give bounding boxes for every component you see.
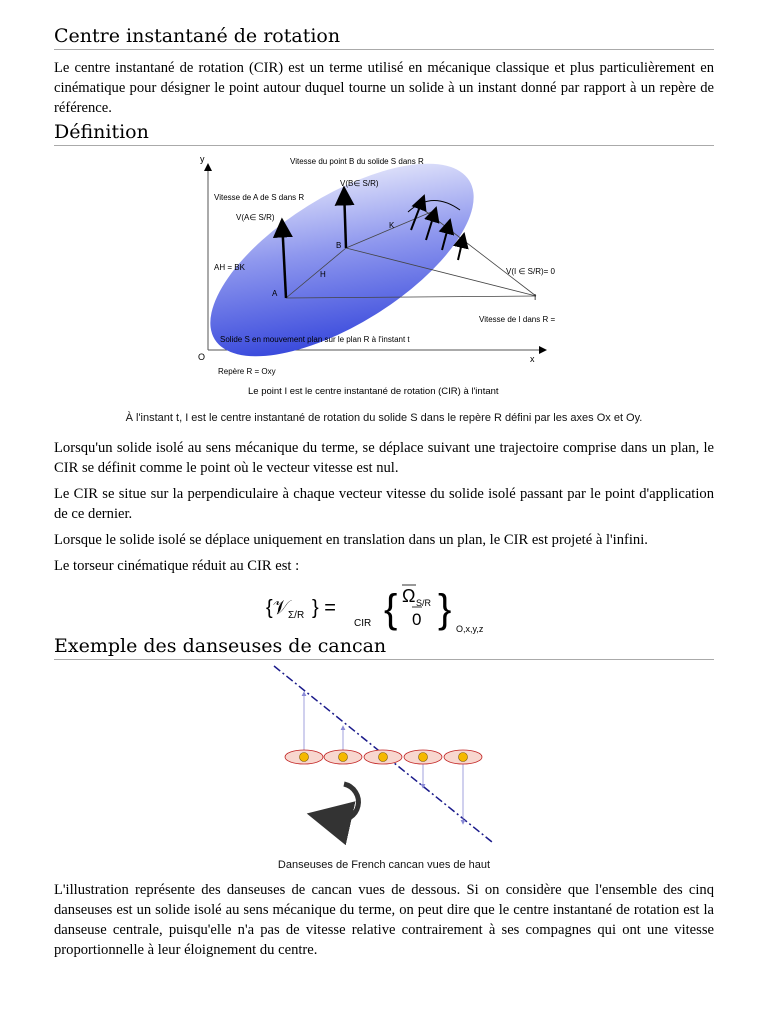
- dancer-2-head: [339, 753, 348, 762]
- formula-lhs-subscript: Σ/R: [288, 610, 305, 621]
- dancer-5-head: [459, 753, 468, 762]
- label-vb: V(B∈ S/R): [340, 179, 379, 188]
- label-vi: V(I ∈ S/R)= 0: [506, 267, 555, 276]
- kinematic-torsor-formula: [262, 578, 512, 636]
- point-a-label: A: [272, 289, 278, 298]
- formula-cir: CIR: [354, 618, 372, 629]
- dancer-3-head: [379, 753, 388, 762]
- x-axis-label: x: [530, 354, 535, 364]
- definition-paragraph-1: Lorsqu'un solide isolé au sens mécanique du terme, se déplace suivant une trajectoire comprise dans un plan, le CIR se définit comme le point où le vecteur vitesse est nul.: [54, 440, 714, 476]
- cancan-caption: Danseuses de French cancan vues de haut: [277, 859, 491, 871]
- label-vitesse-i: Vitesse de I dans R =: [479, 315, 556, 324]
- point-b-label: B: [336, 241, 342, 250]
- cir-diagram: [196, 150, 586, 402]
- origin-label: O: [198, 352, 206, 362]
- cancan-paragraph: L'illustration représente des danseuses de cancan vues de dessous. Si on considère que l'ensemble des cinq danseuses est un solide isolé au sens mécanique du terme, on peut dire que le centre instantané de rotation est la danseuse centrale, puisqu'elle n'a pas de vitesse relative contrairement à ses compagnes qui ont une vitesse proportionnelle à leur éloignement du centre.: [54, 882, 714, 958]
- definition-heading: Définition: [54, 120, 714, 146]
- cancan-diagram: [270, 660, 498, 856]
- point-k-label: K: [389, 221, 395, 230]
- formula-open-brace: {: [384, 587, 398, 631]
- rotation-arrow-icon: [336, 784, 358, 820]
- formula-omega: Ω: [402, 586, 416, 606]
- formula-close-brace: }: [438, 587, 452, 631]
- point-h-label: H: [320, 270, 326, 279]
- point-i-label: I: [534, 293, 537, 302]
- label-va: V(A∈ S/R): [236, 213, 275, 222]
- y-axis-label: y: [200, 154, 205, 164]
- label-solide: Solide S en mouvement plan sur le plan R à l'instant t: [220, 335, 410, 344]
- formula-omega-subscript: S/R: [416, 598, 432, 608]
- definition-paragraph-3: Lorsque le solide isolé se déplace uniquement en translation dans un plan, le CIR est projeté à l'infini.: [54, 532, 648, 548]
- formula-zero: 0: [412, 610, 422, 629]
- formula-frame: O,x,y,z: [456, 624, 484, 634]
- vector-field-4: [458, 234, 464, 260]
- label-cir: Le point I est le centre instantané de rotation (CIR) à l'intant: [248, 386, 499, 397]
- label-ah-bk: AH = BK: [214, 263, 245, 272]
- formula-equals: } =: [312, 597, 336, 619]
- definition-caption: À l'instant t, I est le centre instantané de rotation du solide S dans le repère R défini par les axes Ox et Oy.: [125, 412, 643, 424]
- intro-paragraph: Le centre instantané de rotation (CIR) est un terme utilisé en mécanique classique et plus particulièrement en cinématique pour désigner le point autour duquel tourne un solide à un instant donné par rapport à un repère de référence.: [54, 60, 714, 116]
- label-repere: Repère R = Oxy: [218, 367, 276, 376]
- definition-paragraph-2: Le CIR se situe sur la perpendiculaire à chaque vecteur vitesse du solide isolé passant par le point d'application de ce dernier.: [54, 486, 714, 522]
- formula-lhs: {𝒱: [266, 597, 290, 619]
- dancer-1-head: [300, 753, 309, 762]
- label-vb-title: Vitesse du point B du solide S dans R: [290, 157, 424, 166]
- page-title: Centre instantané de rotation: [54, 24, 714, 50]
- definition-paragraph-4: Le torseur cinématique réduit au CIR est :: [54, 558, 300, 574]
- dancer-4-head: [419, 753, 428, 762]
- cancan-heading: Exemple des danseuses de cancan: [54, 634, 714, 660]
- label-va-title: Vitesse de A de S dans R: [214, 193, 305, 202]
